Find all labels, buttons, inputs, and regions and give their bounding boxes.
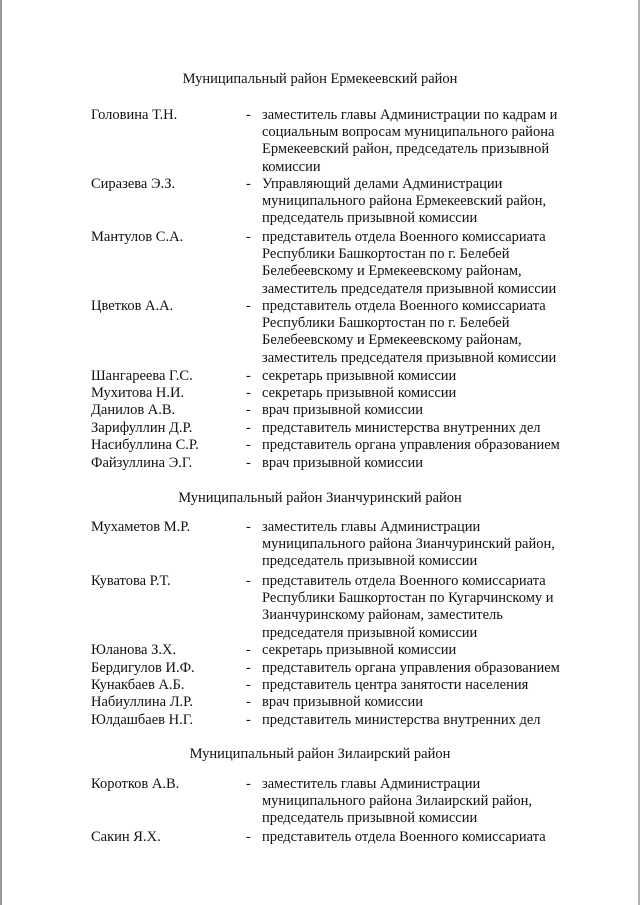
role-line: социальным вопросам муниципального района: [262, 124, 555, 141]
entry-dash: -: [246, 176, 251, 192]
member-name: Зарифуллин Д.Р.: [91, 420, 193, 436]
role-line: заместитель главы Администрации: [262, 776, 481, 792]
entry-dash: -: [246, 455, 251, 471]
role-line: секретарь призывной комиссии: [262, 642, 457, 658]
entry-dash: -: [246, 420, 251, 436]
member-role: [262, 660, 592, 677]
role-line: представитель отдела Военного комиссариата: [262, 229, 546, 245]
role-line: представитель отдела Военного комиссариата: [262, 573, 546, 589]
entry-dash: -: [246, 829, 251, 845]
member-role: [262, 402, 592, 419]
member-name: Файзуллина Э.Г.: [91, 455, 193, 471]
role-line: представитель отдела Военного комиссариата: [262, 829, 546, 845]
member-name: Насибуллина С.Р.: [91, 437, 199, 453]
member-name: Куватова Р.Т.: [91, 573, 171, 589]
role-line: председатель призывной комиссии: [262, 210, 478, 227]
member-name: Сакин Я.Х.: [91, 829, 161, 845]
role-line: заместитель главы Администрации: [262, 519, 481, 535]
role-line: Управляющий делами Администрации: [262, 176, 503, 192]
role-line: муниципального района Ермекеевский район,: [262, 193, 547, 210]
role-line: заместитель главы Администрации по кадрам и: [262, 107, 558, 123]
role-line: комиссии: [262, 158, 321, 175]
member-role: [262, 677, 592, 694]
member-role: [262, 437, 592, 454]
entry-dash: -: [246, 402, 251, 418]
member-name: Мухитова Н.И.: [91, 385, 185, 401]
member-role: [262, 368, 592, 385]
role-line: представитель отдела Военного комиссариата: [262, 298, 546, 314]
role-line: представитель центра занятости населения: [262, 677, 529, 693]
member-name: Набиуллина Л.Р.: [91, 694, 194, 710]
role-line: представитель органа управления образованием: [262, 660, 560, 676]
entry-dash: -: [246, 712, 251, 728]
role-line: председателя призывной комиссии: [262, 624, 478, 641]
member-role: [262, 573, 592, 642]
member-role: [262, 176, 592, 228]
member-role: [262, 420, 592, 437]
member-name: Данилов А.В.: [91, 402, 176, 418]
member-role: [262, 519, 592, 571]
member-role: [262, 642, 592, 659]
member-name: Мантулов С.А.: [91, 229, 184, 245]
entry-dash: -: [246, 642, 251, 658]
entry-dash: -: [246, 694, 251, 710]
role-line: муниципального района Зианчуринский район,: [262, 536, 555, 553]
member-role: [262, 776, 592, 828]
role-line: Ермекеевский район, председатель призывной: [262, 141, 550, 158]
role-line: Республики Башкортостан по г. Белебей: [262, 315, 510, 332]
role-line: заместитель председателя призывной комиссии: [262, 280, 557, 297]
entry-dash: -: [246, 368, 251, 384]
member-name: Коротков А.В.: [91, 776, 180, 792]
section-title: Муниципальный район Зианчуринский район: [178, 490, 462, 506]
role-line: врач призывной комиссии: [262, 455, 423, 471]
role-line: Республики Башкортостан по Кугарчинскому и: [262, 590, 554, 607]
member-role: [262, 829, 592, 846]
member-name: Кунакбаев А.Б.: [91, 677, 185, 693]
role-line: Зианчуринскому районам, заместитель: [262, 607, 503, 624]
scan-edge-left: [0, 0, 2, 905]
role-line: врач призывной комиссии: [262, 402, 423, 418]
member-name: Юланова З.Х.: [91, 642, 177, 658]
role-line: заместитель председателя призывной комиссии: [262, 349, 557, 366]
member-role: [262, 229, 592, 298]
role-line: врач призывной комиссии: [262, 694, 423, 710]
entry-dash: -: [246, 573, 251, 589]
member-role: [262, 455, 592, 472]
role-line: председатель призывной комиссии: [262, 810, 478, 827]
entry-dash: -: [246, 229, 251, 245]
member-name: Головина Т.Н.: [91, 107, 178, 123]
entry-dash: -: [246, 519, 251, 535]
role-line: Белебеевскому и Ермекеевскому районам,: [262, 263, 522, 280]
entry-dash: -: [246, 437, 251, 453]
member-name: Бердигулов И.Ф.: [91, 660, 195, 676]
role-line: секретарь призывной комиссии: [262, 385, 457, 401]
entry-dash: -: [246, 660, 251, 676]
member-role: [262, 107, 592, 176]
role-line: муниципального района Зилаирский район,: [262, 793, 533, 810]
member-name: Мухаметов М.Р.: [91, 519, 191, 535]
role-line: представитель министерства внутренних дел: [262, 712, 541, 728]
entry-dash: -: [246, 298, 251, 314]
member-role: [262, 385, 592, 402]
member-name: Сиразева Э.З.: [91, 176, 176, 192]
entry-dash: -: [246, 107, 251, 123]
role-line: представитель органа управления образованием: [262, 437, 560, 453]
role-line: секретарь призывной комиссии: [262, 368, 457, 384]
section-title: Муниципальный район Ермекеевский район: [182, 71, 458, 87]
member-name: Юлдашбаев Н.Г.: [91, 712, 194, 728]
section-title: Муниципальный район Зилаирский район: [189, 746, 451, 762]
member-name: Цветков А.А.: [91, 298, 174, 314]
role-line: представитель министерства внутренних дел: [262, 420, 541, 436]
entry-dash: -: [246, 385, 251, 401]
role-line: Белебеевскому и Ермекеевскому районам,: [262, 332, 522, 349]
role-line: Республики Башкортостан по г. Белебей: [262, 246, 510, 263]
member-role: [262, 712, 592, 729]
entry-dash: -: [246, 776, 251, 792]
member-role: [262, 694, 592, 711]
member-name: Шангареева Г.С.: [91, 368, 193, 384]
role-line: председатель призывной комиссии: [262, 553, 478, 570]
entry-dash: -: [246, 677, 251, 693]
member-role: [262, 298, 592, 367]
